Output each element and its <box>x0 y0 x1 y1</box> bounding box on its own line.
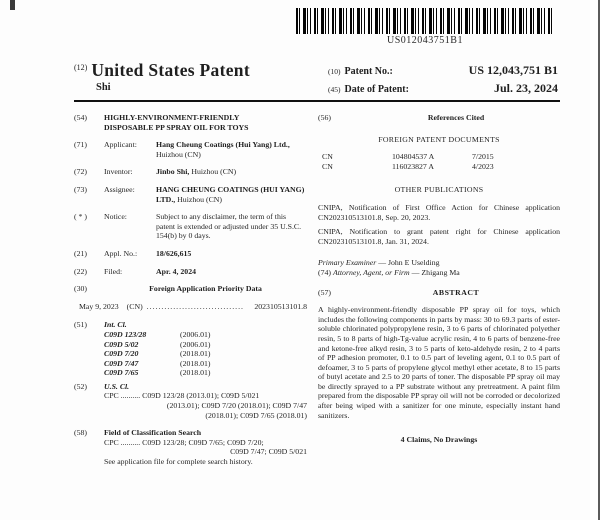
invention-title-section <box>74 113 307 132</box>
field-72-num: (72) <box>74 167 87 177</box>
inventor-name: Jinbo Shi, <box>156 167 190 177</box>
inventor-label: Inventor: <box>104 167 133 177</box>
field-58-num: (58) <box>74 428 87 438</box>
patent-date-row <box>328 81 558 96</box>
us-cl-section <box>74 382 307 392</box>
claims-drawings-line: 4 Claims, No Drawings <box>400 435 478 445</box>
notice-section <box>74 212 307 241</box>
class-date: (2006.01) <box>180 339 211 349</box>
filed-label: Filed: <box>104 266 123 276</box>
assignee-name: HANG CHEUNG COATINGS (HUI YANG) LTD., <box>156 184 305 204</box>
inventor-section <box>74 167 307 177</box>
references-cited-section <box>318 113 560 123</box>
class-code: C09D 7/65 <box>104 368 139 378</box>
field-54-num: (54) <box>74 113 87 122</box>
primary-examiner-line <box>318 258 560 268</box>
cpc-line: CPC .......... C09D 123/28 (2013.01); C09D 5/021 <box>104 391 260 401</box>
applicant-location: Huizhou (CN) <box>156 149 201 159</box>
field-74-num: (74) <box>318 267 331 277</box>
priority-entry <box>74 302 307 312</box>
int-cl-row <box>74 359 307 369</box>
priority-data-section <box>74 284 307 294</box>
applicant-value <box>156 140 307 159</box>
attorney-name: Zhigang Ma <box>421 267 460 277</box>
patent-date-value: Jul. 23, 2024 <box>493 81 558 95</box>
invention-title: HIGHLY-ENVIRONMENT-FRIENDLY DISPOSABLE PP SPRAY OIL FOR TOYS <box>104 113 249 132</box>
notice-label: Notice: <box>104 212 127 222</box>
inventor-location: Huizhou (CN) <box>189 167 237 177</box>
dash: — <box>409 267 422 277</box>
class-date: (2018.01) <box>180 368 211 378</box>
cpc-line: (2013.01); C09D 7/20 (2018.01); C09D 7/47 <box>166 401 307 411</box>
patent-number-value: US 12,043,751 B1 <box>468 63 558 77</box>
field-71-num: (71) <box>74 140 87 150</box>
int-cl-section <box>74 320 307 330</box>
fp-country: CN <box>322 161 333 171</box>
examiner-label: Primary Examiner <box>318 258 377 268</box>
field-of-search-label: Field of Classification Search <box>104 428 202 438</box>
assignee-value <box>156 185 307 204</box>
page-title: United States Patent <box>91 60 250 80</box>
class-code: C09D 123/28 <box>104 329 147 339</box>
field-56-num: (56) <box>318 113 331 122</box>
patent-date-code: (45) <box>328 85 341 94</box>
filed-section <box>74 267 307 277</box>
barcode <box>296 8 554 34</box>
dash: — <box>376 258 388 268</box>
field-21-num: (21) <box>74 248 87 258</box>
class-code: C09D 7/20 <box>104 349 139 359</box>
header-divider <box>74 100 560 102</box>
other-publications-heading: OTHER PUBLICATIONS <box>394 185 484 195</box>
applicant-label: Applicant: <box>104 140 137 150</box>
int-cl-label: Int. Cl. <box>104 320 127 330</box>
fp-country: CN <box>322 152 333 162</box>
search-history-note: See application file for complete search history. <box>104 457 253 467</box>
class-date: (2018.01) <box>180 349 211 359</box>
assignee-section <box>74 185 307 204</box>
left-column <box>74 113 307 467</box>
us-cl-label: U.S. Cl. <box>104 381 130 391</box>
priority-country: (CN) <box>126 301 143 311</box>
priority-heading: Foreign Application Priority Data <box>149 284 262 294</box>
header-right <box>328 63 558 99</box>
int-cl-row <box>74 368 307 378</box>
field-57-num: (57) <box>318 287 331 297</box>
notice-text: Subject to any disclaimer, the term of this patent is extended or adjusted under 35 U.S.C. 154(b) by 0 days. <box>156 212 302 241</box>
attorney-label: Attorney, Agent, or Firm <box>332 267 410 277</box>
references-cited-heading: References Cited <box>427 113 485 122</box>
field-52-num: (52) <box>74 381 87 391</box>
patent-number-row <box>328 63 558 78</box>
int-cl-row <box>74 349 307 359</box>
patent-number-code: (10) <box>328 67 341 76</box>
field-22-num: (22) <box>74 266 87 276</box>
field-51-num: (51) <box>74 320 87 330</box>
priority-application-number: 202310513101.8 <box>254 301 307 311</box>
scan-artifact-mark <box>10 0 15 10</box>
field-of-search-section <box>74 428 307 438</box>
class-date: (2018.01) <box>180 358 211 368</box>
search-cpc-line: CPC .......... C09D 123/28; C09D 7/65; C09D 7/20; <box>104 437 264 447</box>
abstract-heading: ABSTRACT <box>432 287 480 297</box>
abstract-text: A highly-environment-friendly disposable PP spray oil for toys, which includes the following components in parts by mass: 30 to 69.3 parts of ester-soluble chlorinated polypropylene resin, 3 to 6 parts of chlorinated polyether resin, 5 to 8 parts of high-Tg-value acrylic resin, 4 to 6 parts of benzene-free and ketone-free alkyd resin, 3 to 5 parts of keto-aldehyde resin, 2 to 4 parts of PP adhesion promoter, 0.1 to 0.5 part of leveling agent, 0.1 to 0.5 part of defoamer, 3 to 5 parts of propylene glycol methyl ether acetate, 8 to 15 parts of butyl acetate and 2.5 to 20 parts of toner. The disposable PP spray oil may be directly sprayed to a PP substrate without any pretreatment. A paint film prepared from the disposable PP spray oil will not be corroded or decolorized after being wiped with a sanitizer for one minute, especially instant hand sanitizers. <box>318 305 560 420</box>
application-number-section <box>74 249 307 259</box>
foreign-patent-row <box>318 162 560 172</box>
fp-number: 116023827 A <box>392 161 434 171</box>
publication-entry: CNIPA, Notification to grant patent right for Chinese application CN202310513101.8, Jan. 31, 2024. <box>318 227 560 246</box>
field-30-num: (30) <box>74 284 87 294</box>
patent-number-label: Patent No.: <box>344 66 393 77</box>
assignee-label: Assignee: <box>104 184 135 194</box>
examiner-name: John E Uselding <box>387 258 440 268</box>
foreign-patent-row <box>318 152 560 162</box>
cpc-line: (2018.01); C09D 7/65 (2018.01) <box>205 410 307 420</box>
fp-number: 104804537 A <box>392 152 435 162</box>
barcode-number: US012043751B1 <box>387 35 463 46</box>
appl-no-value: 18/626,615 <box>156 248 192 258</box>
filed-value: Apr. 4, 2024 <box>156 266 197 276</box>
publication-entry: CNIPA, Notification of First Office Action for Chinese application CN202310513101.8, Sep. 20, 2023. <box>318 202 560 222</box>
foreign-patents-heading: FOREIGN PATENT DOCUMENTS <box>378 134 500 144</box>
search-cpc-line: C09D 7/47; C09D 5/021 <box>230 447 307 457</box>
fp-date: 4/2023 <box>472 161 494 171</box>
int-cl-row <box>74 330 307 340</box>
appl-no-label: Appl. No.: <box>104 248 138 258</box>
class-code: C09D 7/47 <box>104 358 139 368</box>
header-left <box>74 60 250 93</box>
applicant-section <box>74 140 307 159</box>
applicant-name: Hang Cheung Coatings (Hui Yang) Ltd., <box>156 140 290 150</box>
fp-date: 7/2015 <box>472 152 494 162</box>
kind-code-number: (12) <box>74 63 88 72</box>
inventor-surname: Shi <box>96 82 111 93</box>
inventor-value <box>156 167 307 177</box>
abstract-section-head <box>318 288 560 298</box>
notice-num: ( * ) <box>74 212 87 222</box>
patent-date-label: Date of Patent: <box>344 84 409 95</box>
priority-leader-dots: ................................. <box>146 301 244 311</box>
class-date: (2006.01) <box>180 329 211 339</box>
priority-date: May 9, 2023 <box>79 301 119 311</box>
right-column <box>318 113 560 445</box>
assignee-location: Huizhou (CN) <box>175 194 222 204</box>
int-cl-row <box>74 340 307 350</box>
class-code: C09D 5/02 <box>104 339 139 349</box>
attorney-line <box>318 268 560 278</box>
field-73-num: (73) <box>74 184 87 194</box>
